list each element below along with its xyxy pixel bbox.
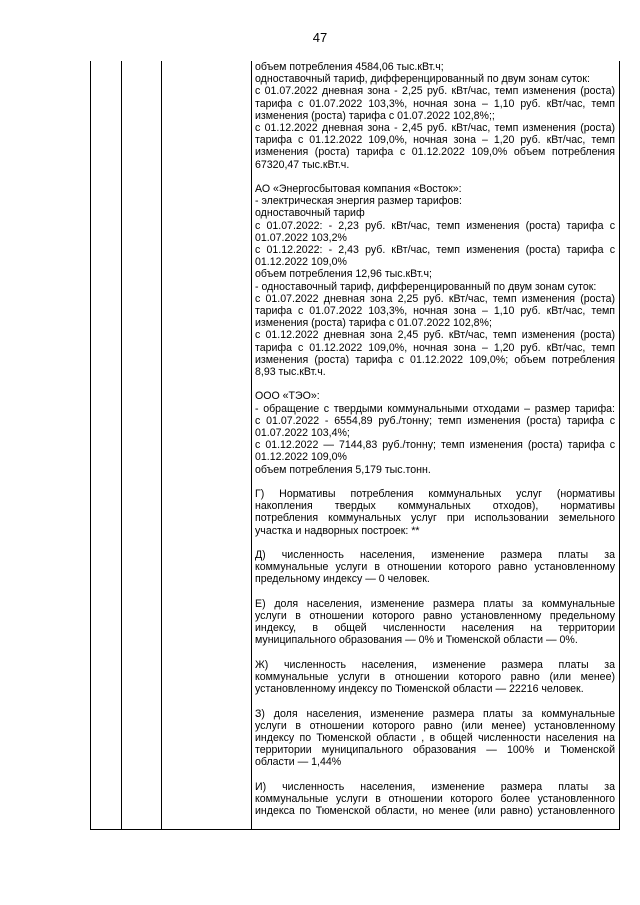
column-divider-3: [251, 61, 252, 829]
text-line: с 01.07.2022 дневная зона - 2,25 руб. кВт/час, темп изменения (роста): [255, 85, 615, 98]
text-line: установленному индексу по Тюменской области — 22216 человек.: [255, 683, 584, 696]
text-line: 01.07.2022 103,2%: [255, 231, 347, 244]
text-line: одноставочный тариф: [255, 207, 365, 220]
text-line: услуги в отношении которого равно (или менее) установленному: [255, 719, 615, 732]
text-line: с 01.07.2022 дневная зона 2,25 руб. кВт/час, темп изменения (роста): [255, 292, 615, 305]
text-paragraph: [255, 183, 615, 378]
text-line: коммунальные услуги в отношении которого равно (или менее): [255, 671, 615, 684]
text-line: области — 1,44%: [255, 756, 342, 769]
text-paragraph: [255, 549, 615, 586]
text-paragraph: [255, 659, 615, 696]
text-line: Г) Нормативы потребления коммунальных услуг (нормативы: [255, 488, 615, 501]
text-line: накопления твердых коммунальных отходов), нормативы: [255, 500, 615, 513]
text-line: индекса по Тюменской области, но менее (или равно) установленного: [255, 805, 615, 818]
text-line: АО «Энергосбытовая компания «Восток»:: [255, 183, 462, 196]
table-content-cell: [255, 61, 615, 830]
text-line: 8,93 тыс.кВт.ч.: [255, 366, 326, 379]
text-line: индексу, в общей численности населения на территории: [255, 622, 615, 635]
text-line: - обращение с твердыми коммунальными отходами – размер тарифа:: [255, 402, 615, 415]
text-line: с 01.07.2022: - 2,23 руб. кВт/час, темп изменения (роста) тарифа с: [255, 219, 615, 232]
document-table: [90, 61, 620, 830]
text-paragraph: [255, 488, 615, 537]
text-paragraph: [255, 598, 615, 647]
text-line: - электрическая энергия размер тарифов:: [255, 195, 462, 208]
text-line: муниципального образования — 0% и Тюменской области — 0%.: [255, 634, 578, 647]
text-line: изменения (роста) тарифа с 01.07.2022 102,8%;;: [255, 109, 495, 122]
text-line: коммунальные услуги в отношении которого равно установленному: [255, 561, 615, 574]
text-line: объем потребления 4584,06 тыс.кВт.ч;: [255, 61, 444, 73]
text-line: З) доля населения, изменение размера платы за коммунальные: [255, 707, 615, 720]
text-line: - одноставочный тариф, дифференцированный по двум зонам суток:: [255, 280, 597, 293]
text-line: объем потребления 5,179 тыс.тонн.: [255, 463, 431, 476]
text-line: Е) доля населения, изменение размера платы за коммунальные: [255, 597, 615, 610]
text-line: коммунальные услуги в отношении которого более установленного: [255, 793, 615, 806]
text-line: 01.07.2022 103,4%;: [255, 427, 350, 440]
column-divider-1: [121, 61, 122, 829]
text-line: с 01.12.2022 — 7144,83 руб./тонну; темп изменения (роста) тарифа с: [255, 439, 615, 452]
text-line: 01.12.2022 109,0%: [255, 451, 347, 464]
text-paragraph: [255, 708, 615, 769]
text-line: тарифа с 01.07.2022 103,3%, ночная зона – 1,10 руб. кВт/час, темп: [255, 305, 615, 318]
text-line: одноставочный тариф, дифференцированный по двум зонам суток:: [255, 73, 590, 86]
text-line: с 01.12.2022 дневная зона - 2,45 руб. кВт/час, темп изменения (роста): [255, 122, 615, 135]
text-line: И) численность населения, изменение размера платы за: [255, 780, 615, 793]
text-line: тарифа с 01.12.2022 109,0%, ночная зона – 1,20 руб. кВт/час, темп: [255, 134, 615, 147]
text-line: ООО «ТЭО»:: [255, 390, 320, 403]
text-line: предельному индексу — 0 человек.: [255, 573, 430, 586]
text-line: участка и надворных построек: **: [255, 524, 420, 537]
text-line: объем потребления 12,96 тыс.кВт.ч;: [255, 268, 432, 281]
text-line: тарифа с 01.12.2022 109,0%, ночная зона – 1,20 руб. кВт/час, темп: [255, 341, 615, 354]
text-line: территории муниципального образования — 100% и Тюменской: [255, 744, 615, 757]
text-line: услуги в отношении которого равно установленному предельному: [255, 610, 615, 623]
text-line: изменения (роста) тарифа с 01.12.2022 109,0% объем потребления: [255, 146, 615, 159]
text-line: 67320,47 тыс.кВт.ч.: [255, 158, 350, 171]
text-line: изменения (роста) тарифа с 01.07.2022 102,8%;: [255, 317, 492, 330]
text-paragraph: [255, 61, 615, 171]
text-line: изменения (роста) тарифа с 01.12.2022 109,0%; объем потребления: [255, 353, 615, 366]
page-number: 47: [312, 30, 328, 45]
text-line: с 01.12.2022 дневная зона 2,45 руб. кВт/час, темп изменения (роста): [255, 329, 615, 342]
text-line: Д) численность населения, изменение размера платы за: [255, 549, 615, 562]
text-line: потребления коммунальных услуг при использовании земельного: [255, 512, 615, 525]
text-paragraph: [255, 781, 615, 818]
text-line: с 01.07.2022 - 6554,89 руб./тонну; темп изменения (роста) тарифа с: [255, 414, 615, 427]
text-line: тарифа с 01.07.2022 103,3%, ночная зона – 1,10 руб. кВт/час, темп: [255, 97, 615, 110]
text-paragraph: [255, 390, 615, 475]
text-line: Ж) численность населения, изменение размера платы за: [255, 658, 615, 671]
text-line: индексу по Тюменской области , в общей численности населения на: [255, 732, 615, 745]
text-line: с 01.12.2022: - 2,43 руб. кВт/час, темп изменения (роста) тарифа с: [255, 244, 615, 257]
text-line: 01.12.2022 109,0%: [255, 256, 347, 269]
column-divider-2: [161, 61, 162, 829]
